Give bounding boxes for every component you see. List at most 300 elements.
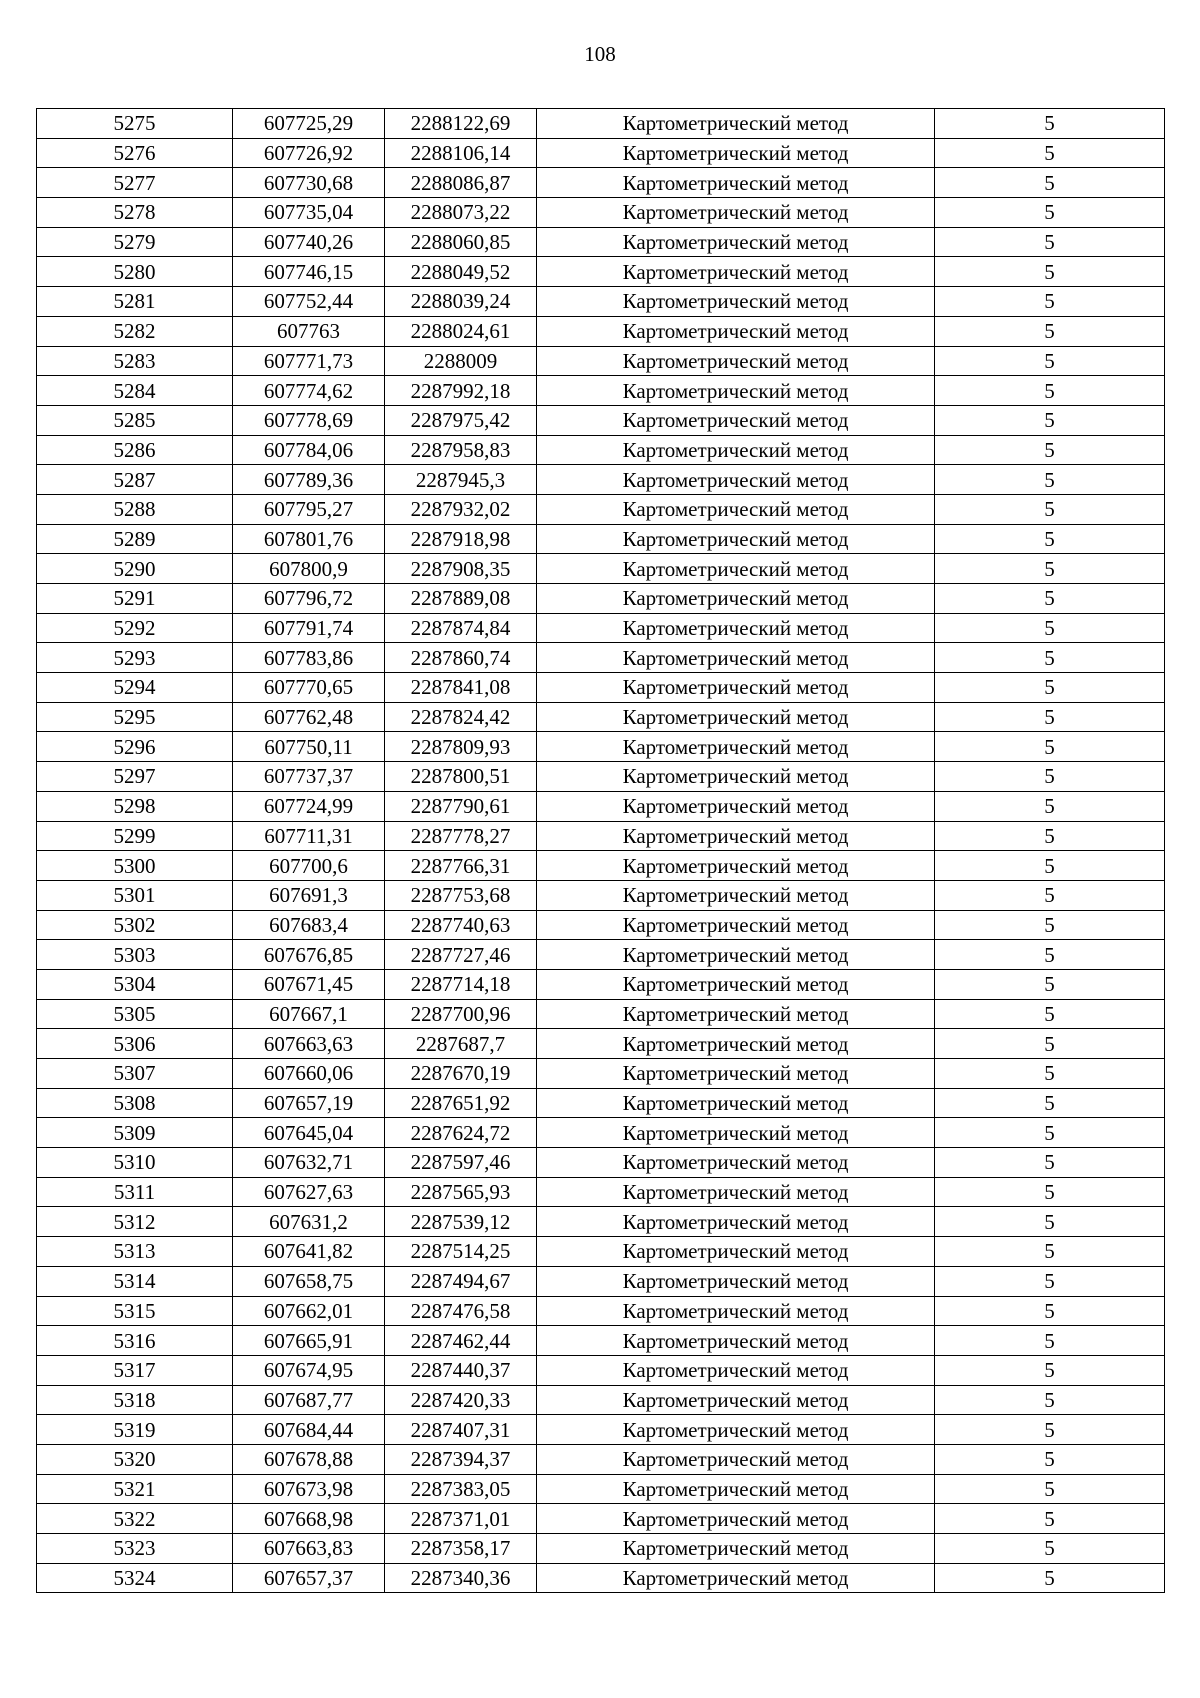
x-coordinate-cell: 607724,99 [233, 791, 385, 821]
accuracy-cell: 5 [935, 1118, 1165, 1148]
x-coordinate-cell: 607665,91 [233, 1326, 385, 1356]
accuracy-cell: 5 [935, 1474, 1165, 1504]
accuracy-cell: 5 [935, 613, 1165, 643]
y-coordinate-cell: 2287790,61 [385, 791, 537, 821]
y-coordinate-cell: 2287340,36 [385, 1563, 537, 1593]
table-row [37, 999, 1165, 1029]
accuracy-cell: 5 [935, 1326, 1165, 1356]
point-number-cell: 5290 [37, 554, 233, 584]
table-row [37, 1504, 1165, 1534]
point-number-cell: 5283 [37, 346, 233, 376]
accuracy-cell: 5 [935, 1534, 1165, 1564]
point-number-cell: 5284 [37, 376, 233, 406]
table-row [37, 673, 1165, 703]
method-cell: Картометрический метод [537, 1296, 935, 1326]
point-number-cell: 5301 [37, 880, 233, 910]
accuracy-cell: 5 [935, 940, 1165, 970]
y-coordinate-cell: 2287824,42 [385, 702, 537, 732]
y-coordinate-cell: 2287918,98 [385, 524, 537, 554]
point-number-cell: 5291 [37, 584, 233, 614]
x-coordinate-cell: 607668,98 [233, 1504, 385, 1534]
point-number-cell: 5287 [37, 465, 233, 495]
x-coordinate-cell: 607641,82 [233, 1237, 385, 1267]
table-row [37, 257, 1165, 287]
table-row [37, 109, 1165, 139]
y-coordinate-cell: 2287597,46 [385, 1148, 537, 1178]
method-cell: Картометрический метод [537, 851, 935, 881]
x-coordinate-cell: 607795,27 [233, 494, 385, 524]
accuracy-cell: 5 [935, 465, 1165, 495]
table-row [37, 287, 1165, 317]
y-coordinate-cell: 2288073,22 [385, 198, 537, 228]
y-coordinate-cell: 2288106,14 [385, 138, 537, 168]
point-number-cell: 5282 [37, 316, 233, 346]
x-coordinate-cell: 607691,3 [233, 880, 385, 910]
y-coordinate-cell: 2287766,31 [385, 851, 537, 881]
table-row [37, 435, 1165, 465]
table-row [37, 524, 1165, 554]
page-number: 108 [584, 42, 616, 66]
table-row [37, 1207, 1165, 1237]
x-coordinate-cell: 607735,04 [233, 198, 385, 228]
accuracy-cell: 5 [935, 1266, 1165, 1296]
method-cell: Картометрический метод [537, 1177, 935, 1207]
table-row [37, 405, 1165, 435]
accuracy-cell: 5 [935, 821, 1165, 851]
table-row [37, 554, 1165, 584]
table-row [37, 316, 1165, 346]
accuracy-cell: 5 [935, 1207, 1165, 1237]
accuracy-cell: 5 [935, 880, 1165, 910]
method-cell: Картометрический метод [537, 1266, 935, 1296]
accuracy-cell: 5 [935, 1504, 1165, 1534]
method-cell: Картометрический метод [537, 1563, 935, 1593]
x-coordinate-cell: 607674,95 [233, 1355, 385, 1385]
method-cell: Картометрический метод [537, 584, 935, 614]
x-coordinate-cell: 607700,6 [233, 851, 385, 881]
y-coordinate-cell: 2288039,24 [385, 287, 537, 317]
y-coordinate-cell: 2287740,63 [385, 910, 537, 940]
y-coordinate-cell: 2287778,27 [385, 821, 537, 851]
y-coordinate-cell: 2287420,33 [385, 1385, 537, 1415]
accuracy-cell: 5 [935, 732, 1165, 762]
accuracy-cell: 5 [935, 584, 1165, 614]
method-cell: Картометрический метод [537, 316, 935, 346]
y-coordinate-cell: 2287514,25 [385, 1237, 537, 1267]
point-number-cell: 5275 [37, 109, 233, 139]
accuracy-cell: 5 [935, 762, 1165, 792]
accuracy-cell: 5 [935, 316, 1165, 346]
point-number-cell: 5288 [37, 494, 233, 524]
accuracy-cell: 5 [935, 227, 1165, 257]
accuracy-cell: 5 [935, 1385, 1165, 1415]
table-row [37, 1326, 1165, 1356]
point-number-cell: 5307 [37, 1059, 233, 1089]
table-row [37, 1177, 1165, 1207]
x-coordinate-cell: 607740,26 [233, 227, 385, 257]
y-coordinate-cell: 2287624,72 [385, 1118, 537, 1148]
method-cell: Картометрический метод [537, 227, 935, 257]
x-coordinate-cell: 607683,4 [233, 910, 385, 940]
method-cell: Картометрический метод [537, 376, 935, 406]
x-coordinate-cell: 607658,75 [233, 1266, 385, 1296]
method-cell: Картометрический метод [537, 1088, 935, 1118]
table-row [37, 851, 1165, 881]
point-number-cell: 5285 [37, 405, 233, 435]
table-row [37, 940, 1165, 970]
table-row [37, 227, 1165, 257]
y-coordinate-cell: 2287908,35 [385, 554, 537, 584]
point-number-cell: 5323 [37, 1534, 233, 1564]
y-coordinate-cell: 2288009 [385, 346, 537, 376]
y-coordinate-cell: 2287753,68 [385, 880, 537, 910]
method-cell: Картометрический метод [537, 1029, 935, 1059]
method-cell: Картометрический метод [537, 1385, 935, 1415]
point-number-cell: 5315 [37, 1296, 233, 1326]
accuracy-cell: 5 [935, 435, 1165, 465]
table-row [37, 762, 1165, 792]
method-cell: Картометрический метод [537, 168, 935, 198]
y-coordinate-cell: 2287874,84 [385, 613, 537, 643]
accuracy-cell: 5 [935, 1059, 1165, 1089]
table-row [37, 910, 1165, 940]
x-coordinate-cell: 607791,74 [233, 613, 385, 643]
accuracy-cell: 5 [935, 702, 1165, 732]
accuracy-cell: 5 [935, 1237, 1165, 1267]
table-row [37, 732, 1165, 762]
accuracy-cell: 5 [935, 1177, 1165, 1207]
x-coordinate-cell: 607645,04 [233, 1118, 385, 1148]
x-coordinate-cell: 607663,83 [233, 1534, 385, 1564]
method-cell: Картометрический метод [537, 643, 935, 673]
method-cell: Картометрический метод [537, 1326, 935, 1356]
point-number-cell: 5310 [37, 1148, 233, 1178]
point-number-cell: 5279 [37, 227, 233, 257]
x-coordinate-cell: 607631,2 [233, 1207, 385, 1237]
point-number-cell: 5276 [37, 138, 233, 168]
x-coordinate-cell: 607737,37 [233, 762, 385, 792]
point-number-cell: 5278 [37, 198, 233, 228]
method-cell: Картометрический метод [537, 613, 935, 643]
method-cell: Картометрический метод [537, 435, 935, 465]
y-coordinate-cell: 2287809,93 [385, 732, 537, 762]
accuracy-cell: 5 [935, 346, 1165, 376]
table-row [37, 1266, 1165, 1296]
accuracy-cell: 5 [935, 969, 1165, 999]
y-coordinate-cell: 2287800,51 [385, 762, 537, 792]
y-coordinate-cell: 2287889,08 [385, 584, 537, 614]
point-number-cell: 5295 [37, 702, 233, 732]
accuracy-cell: 5 [935, 1148, 1165, 1178]
point-number-cell: 5311 [37, 1177, 233, 1207]
table-body [37, 109, 1165, 1593]
y-coordinate-cell: 2288024,61 [385, 316, 537, 346]
y-coordinate-cell: 2287394,37 [385, 1444, 537, 1474]
x-coordinate-cell: 607778,69 [233, 405, 385, 435]
table-row [37, 643, 1165, 673]
x-coordinate-cell: 607671,45 [233, 969, 385, 999]
y-coordinate-cell: 2287565,93 [385, 1177, 537, 1207]
y-coordinate-cell: 2288086,87 [385, 168, 537, 198]
accuracy-cell: 5 [935, 673, 1165, 703]
method-cell: Картометрический метод [537, 910, 935, 940]
method-cell: Картометрический метод [537, 673, 935, 703]
accuracy-cell: 5 [935, 1088, 1165, 1118]
y-coordinate-cell: 2287841,08 [385, 673, 537, 703]
table-row [37, 584, 1165, 614]
method-cell: Картометрический метод [537, 405, 935, 435]
method-cell: Картометрический метод [537, 880, 935, 910]
table-row [37, 1296, 1165, 1326]
method-cell: Картометрический метод [537, 1534, 935, 1564]
accuracy-cell: 5 [935, 376, 1165, 406]
table-row [37, 1029, 1165, 1059]
point-number-cell: 5289 [37, 524, 233, 554]
method-cell: Картометрический метод [537, 1474, 935, 1504]
accuracy-cell: 5 [935, 168, 1165, 198]
point-number-cell: 5299 [37, 821, 233, 851]
method-cell: Картометрический метод [537, 1444, 935, 1474]
table-row [37, 1385, 1165, 1415]
y-coordinate-cell: 2287958,83 [385, 435, 537, 465]
x-coordinate-cell: 607746,15 [233, 257, 385, 287]
x-coordinate-cell: 607687,77 [233, 1385, 385, 1415]
accuracy-cell: 5 [935, 524, 1165, 554]
y-coordinate-cell: 2287371,01 [385, 1504, 537, 1534]
point-number-cell: 5293 [37, 643, 233, 673]
y-coordinate-cell: 2287727,46 [385, 940, 537, 970]
y-coordinate-cell: 2288060,85 [385, 227, 537, 257]
table-row [37, 1474, 1165, 1504]
accuracy-cell: 5 [935, 198, 1165, 228]
table-row [37, 1237, 1165, 1267]
method-cell: Картометрический метод [537, 346, 935, 376]
table-row [37, 494, 1165, 524]
x-coordinate-cell: 607673,98 [233, 1474, 385, 1504]
point-number-cell: 5305 [37, 999, 233, 1029]
table-row [37, 376, 1165, 406]
x-coordinate-cell: 607796,72 [233, 584, 385, 614]
y-coordinate-cell: 2287651,92 [385, 1088, 537, 1118]
x-coordinate-cell: 607684,44 [233, 1415, 385, 1445]
point-number-cell: 5318 [37, 1385, 233, 1415]
method-cell: Картометрический метод [537, 1148, 935, 1178]
y-coordinate-cell: 2288049,52 [385, 257, 537, 287]
x-coordinate-cell: 607657,19 [233, 1088, 385, 1118]
method-cell: Картометрический метод [537, 257, 935, 287]
point-number-cell: 5324 [37, 1563, 233, 1593]
method-cell: Картометрический метод [537, 1237, 935, 1267]
point-number-cell: 5321 [37, 1474, 233, 1504]
y-coordinate-cell: 2287476,58 [385, 1296, 537, 1326]
y-coordinate-cell: 2287714,18 [385, 969, 537, 999]
accuracy-cell: 5 [935, 1415, 1165, 1445]
table-row [37, 1355, 1165, 1385]
point-number-cell: 5281 [37, 287, 233, 317]
coordinates-table [36, 108, 1165, 1593]
point-number-cell: 5296 [37, 732, 233, 762]
table-row [37, 1059, 1165, 1089]
accuracy-cell: 5 [935, 1563, 1165, 1593]
point-number-cell: 5280 [37, 257, 233, 287]
x-coordinate-cell: 607771,73 [233, 346, 385, 376]
x-coordinate-cell: 607763 [233, 316, 385, 346]
point-number-cell: 5292 [37, 613, 233, 643]
x-coordinate-cell: 607726,92 [233, 138, 385, 168]
x-coordinate-cell: 607632,71 [233, 1148, 385, 1178]
accuracy-cell: 5 [935, 257, 1165, 287]
point-number-cell: 5313 [37, 1237, 233, 1267]
x-coordinate-cell: 607678,88 [233, 1444, 385, 1474]
accuracy-cell: 5 [935, 999, 1165, 1029]
x-coordinate-cell: 607662,01 [233, 1296, 385, 1326]
x-coordinate-cell: 607730,68 [233, 168, 385, 198]
table-row [37, 1148, 1165, 1178]
y-coordinate-cell: 2287494,67 [385, 1266, 537, 1296]
table-row [37, 880, 1165, 910]
point-number-cell: 5319 [37, 1415, 233, 1445]
y-coordinate-cell: 2288122,69 [385, 109, 537, 139]
x-coordinate-cell: 607627,63 [233, 1177, 385, 1207]
x-coordinate-cell: 607762,48 [233, 702, 385, 732]
y-coordinate-cell: 2287700,96 [385, 999, 537, 1029]
y-coordinate-cell: 2287407,31 [385, 1415, 537, 1445]
method-cell: Картометрический метод [537, 1118, 935, 1148]
y-coordinate-cell: 2287687,7 [385, 1029, 537, 1059]
x-coordinate-cell: 607750,11 [233, 732, 385, 762]
x-coordinate-cell: 607676,85 [233, 940, 385, 970]
point-number-cell: 5309 [37, 1118, 233, 1148]
y-coordinate-cell: 2287945,3 [385, 465, 537, 495]
table-row [37, 1415, 1165, 1445]
method-cell: Картометрический метод [537, 494, 935, 524]
method-cell: Картометрический метод [537, 999, 935, 1029]
method-cell: Картометрический метод [537, 1355, 935, 1385]
accuracy-cell: 5 [935, 494, 1165, 524]
method-cell: Картометрический метод [537, 465, 935, 495]
y-coordinate-cell: 2287440,37 [385, 1355, 537, 1385]
point-number-cell: 5306 [37, 1029, 233, 1059]
table-row [37, 346, 1165, 376]
method-cell: Картометрический метод [537, 109, 935, 139]
accuracy-cell: 5 [935, 851, 1165, 881]
point-number-cell: 5304 [37, 969, 233, 999]
x-coordinate-cell: 607667,1 [233, 999, 385, 1029]
point-number-cell: 5286 [37, 435, 233, 465]
table-row [37, 1534, 1165, 1564]
point-number-cell: 5298 [37, 791, 233, 821]
point-number-cell: 5308 [37, 1088, 233, 1118]
point-number-cell: 5314 [37, 1266, 233, 1296]
table-row [37, 791, 1165, 821]
y-coordinate-cell: 2287539,12 [385, 1207, 537, 1237]
accuracy-cell: 5 [935, 109, 1165, 139]
table-row [37, 168, 1165, 198]
table-row [37, 821, 1165, 851]
table-row [37, 702, 1165, 732]
point-number-cell: 5297 [37, 762, 233, 792]
method-cell: Картометрический метод [537, 791, 935, 821]
accuracy-cell: 5 [935, 910, 1165, 940]
accuracy-cell: 5 [935, 287, 1165, 317]
accuracy-cell: 5 [935, 1444, 1165, 1474]
method-cell: Картометрический метод [537, 940, 935, 970]
point-number-cell: 5320 [37, 1444, 233, 1474]
y-coordinate-cell: 2287992,18 [385, 376, 537, 406]
x-coordinate-cell: 607800,9 [233, 554, 385, 584]
method-cell: Картометрический метод [537, 1207, 935, 1237]
table-row [37, 198, 1165, 228]
point-number-cell: 5317 [37, 1355, 233, 1385]
y-coordinate-cell: 2287670,19 [385, 1059, 537, 1089]
method-cell: Картометрический метод [537, 524, 935, 554]
table-row [37, 1118, 1165, 1148]
accuracy-cell: 5 [935, 138, 1165, 168]
y-coordinate-cell: 2287358,17 [385, 1534, 537, 1564]
x-coordinate-cell: 607711,31 [233, 821, 385, 851]
method-cell: Картометрический метод [537, 1059, 935, 1089]
method-cell: Картометрический метод [537, 1504, 935, 1534]
method-cell: Картометрический метод [537, 732, 935, 762]
point-number-cell: 5300 [37, 851, 233, 881]
accuracy-cell: 5 [935, 405, 1165, 435]
method-cell: Картометрический метод [537, 554, 935, 584]
table-row [37, 1088, 1165, 1118]
x-coordinate-cell: 607774,62 [233, 376, 385, 406]
x-coordinate-cell: 607783,86 [233, 643, 385, 673]
method-cell: Картометрический метод [537, 287, 935, 317]
point-number-cell: 5303 [37, 940, 233, 970]
accuracy-cell: 5 [935, 1029, 1165, 1059]
method-cell: Картометрический метод [537, 969, 935, 999]
table-row [37, 613, 1165, 643]
table-row [37, 969, 1165, 999]
point-number-cell: 5302 [37, 910, 233, 940]
method-cell: Картометрический метод [537, 138, 935, 168]
x-coordinate-cell: 607725,29 [233, 109, 385, 139]
x-coordinate-cell: 607663,63 [233, 1029, 385, 1059]
x-coordinate-cell: 607789,36 [233, 465, 385, 495]
method-cell: Картометрический метод [537, 821, 935, 851]
method-cell: Картометрический метод [537, 1415, 935, 1445]
table-row [37, 1444, 1165, 1474]
accuracy-cell: 5 [935, 1355, 1165, 1385]
accuracy-cell: 5 [935, 643, 1165, 673]
method-cell: Картометрический метод [537, 198, 935, 228]
x-coordinate-cell: 607770,65 [233, 673, 385, 703]
table-row [37, 1563, 1165, 1593]
y-coordinate-cell: 2287975,42 [385, 405, 537, 435]
x-coordinate-cell: 607657,37 [233, 1563, 385, 1593]
accuracy-cell: 5 [935, 554, 1165, 584]
table-row [37, 465, 1165, 495]
point-number-cell: 5294 [37, 673, 233, 703]
point-number-cell: 5316 [37, 1326, 233, 1356]
method-cell: Картометрический метод [537, 702, 935, 732]
x-coordinate-cell: 607752,44 [233, 287, 385, 317]
accuracy-cell: 5 [935, 791, 1165, 821]
accuracy-cell: 5 [935, 1296, 1165, 1326]
y-coordinate-cell: 2287462,44 [385, 1326, 537, 1356]
y-coordinate-cell: 2287383,05 [385, 1474, 537, 1504]
y-coordinate-cell: 2287932,02 [385, 494, 537, 524]
x-coordinate-cell: 607784,06 [233, 435, 385, 465]
point-number-cell: 5312 [37, 1207, 233, 1237]
x-coordinate-cell: 607660,06 [233, 1059, 385, 1089]
point-number-cell: 5277 [37, 168, 233, 198]
method-cell: Картометрический метод [537, 762, 935, 792]
x-coordinate-cell: 607801,76 [233, 524, 385, 554]
